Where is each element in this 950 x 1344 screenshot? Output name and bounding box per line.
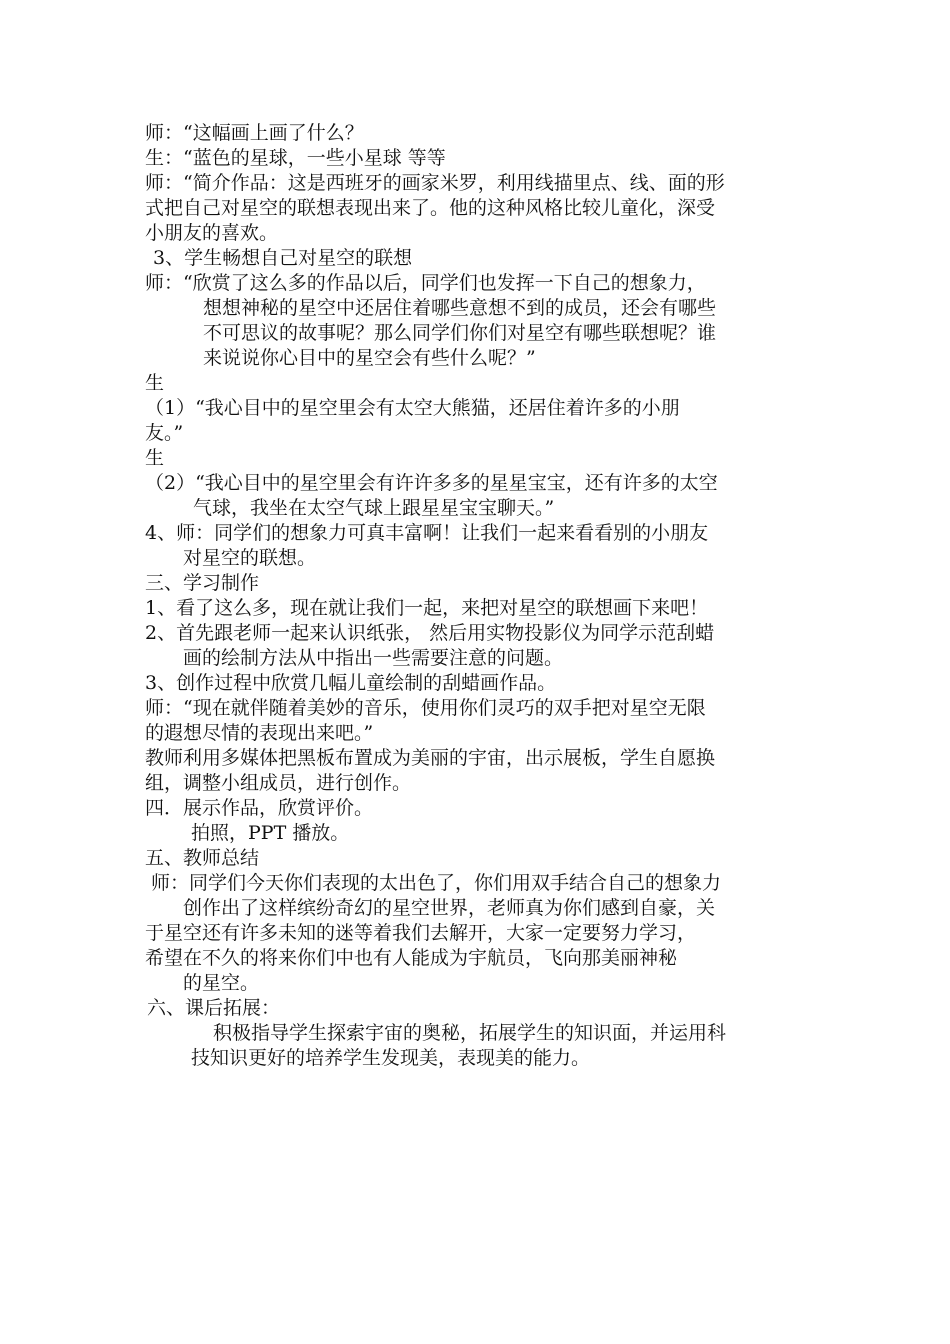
text-line: 生：“蓝色的星球，一些小星球 等等 — [145, 147, 446, 169]
text-line: 4、师：同学们的想象力可真丰富啊！让我们一起来看看别的小朋友 — [145, 522, 709, 544]
text-line: 的遐想尽情的表现出来吧。” — [145, 722, 374, 744]
text-line: （1）“我心目中的星空里会有太空大熊猫，还居住着许多的小朋 — [145, 397, 680, 419]
text-line: 希望在不久的将来你们中也有人能成为宇航员，飞向那美丽神秘 — [145, 947, 678, 969]
section-heading: 五、教师总结 — [145, 847, 260, 869]
text-line: 师：“这幅画上画了什么？ — [145, 122, 364, 144]
text-line: 画的绘制方法从中指出一些需要注意的问题。 — [183, 647, 564, 669]
text-line: 想想神秘的星空中还居住着哪些意想不到的成员，还会有哪些 — [203, 297, 717, 319]
text-line: 积极指导学生探索宇宙的奥秘，拓展学生的知识面，并运用科 — [213, 1022, 727, 1044]
text-line: 师：同学们今天你们表现的太出色了，你们用双手结合自己的想象力 — [151, 872, 722, 894]
document-body — [145, 121, 825, 1071]
text-line: 生 — [145, 447, 165, 469]
text-line: 对星空的联想。 — [183, 547, 317, 569]
text-line: 师：“欣赏了这么多的作品以后，同学们也发挥一下自己的想象力， — [145, 272, 706, 294]
section-heading: 四．展示作品，欣赏评价。 — [145, 797, 374, 819]
text-line: 来说说你心目中的星空会有些什么呢？” — [203, 347, 536, 369]
text-line: 小朋友的喜欢。 — [145, 222, 279, 244]
text-line: （2）“我心目中的星空里会有许许多多的星星宝宝，还有许多的太空 — [145, 472, 718, 494]
text-line: 式把自己对星空的联想表现出来了。他的这种风格比较儿童化，深受 — [145, 197, 716, 219]
text-line: 创作出了这样缤纷奇幻的星空世界，老师真为你们感到自豪，关 — [183, 897, 716, 919]
text-line: 组，调整小组成员，进行创作。 — [145, 772, 412, 794]
text-line: 拍照，PPT 播放。 — [191, 822, 350, 844]
text-line: 1、看了这么多，现在就让我们一起，来把对星空的联想画下来吧！ — [145, 597, 709, 619]
text-line: 教师利用多媒体把黑板布置成为美丽的宇宙，出示展板，学生自愿换 — [145, 747, 716, 769]
text-line: 于星空还有许多未知的迷等着我们去解开，大家一定要努力学习， — [145, 922, 697, 944]
section-heading: 六、课后拓展： — [147, 997, 281, 1019]
text-line: 不可思议的故事呢？那么同学们你们对星空有哪些联想呢？谁 — [203, 322, 717, 344]
text-line: 气球，我坐在太空气球上跟星星宝宝聊天。” — [193, 497, 555, 519]
text-line: 友。” — [145, 422, 184, 444]
text-line: 师：“现在就伴随着美妙的音乐，使用你们灵巧的双手把对星空无限 — [145, 697, 706, 719]
text-line: 2、首先跟老师一起来认识纸张， 然后用实物投影仪为同学示范刮蜡 — [145, 622, 715, 644]
text-line: 技知识更好的培养学生发现美，表现美的能力。 — [191, 1047, 591, 1069]
section-heading: 三、学习制作 — [145, 572, 260, 594]
text-line: 3、创作过程中欣赏几幅儿童绘制的刮蜡画作品。 — [145, 672, 557, 694]
text-line: 的星空。 — [183, 972, 260, 994]
text-line: 师：“简介作品：这是西班牙的画家米罗，利用线描里点、线、面的形 — [145, 172, 725, 194]
text-line: 生 — [145, 372, 165, 394]
section-heading: 3、学生畅想自己对星空的联想 — [153, 247, 413, 269]
